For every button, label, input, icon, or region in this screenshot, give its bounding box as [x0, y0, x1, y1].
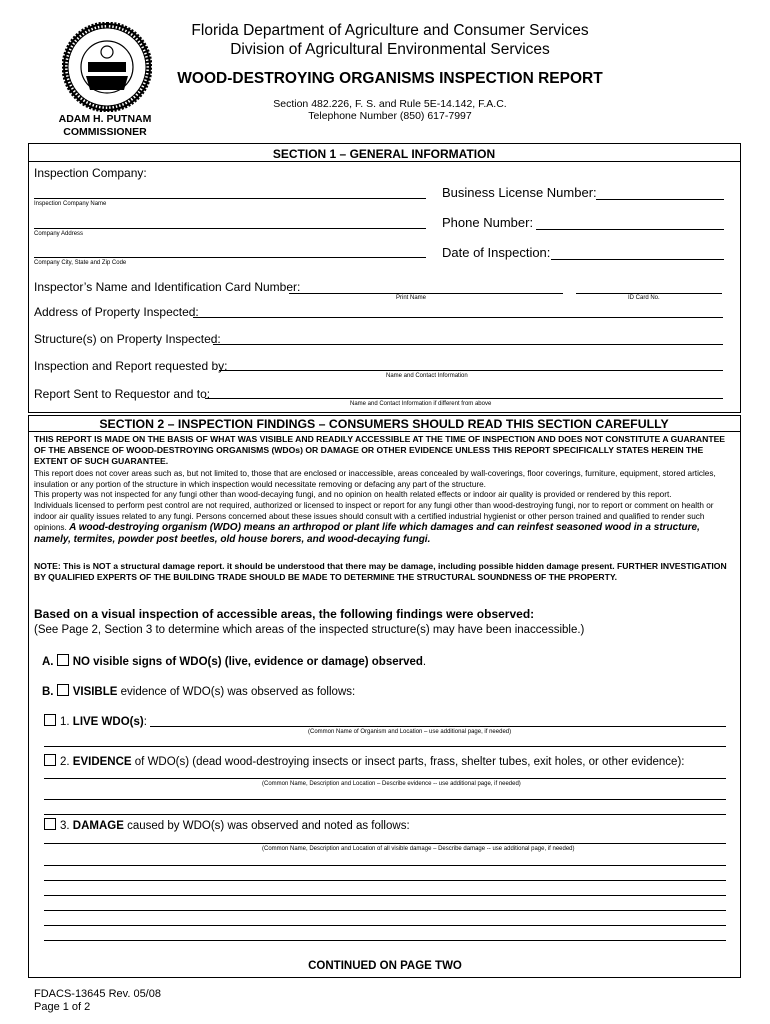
live-wdo-checkbox[interactable] — [44, 714, 56, 726]
telephone-number: Telephone Number (850) 617-7997 — [308, 110, 472, 122]
section-2-title: SECTION 2 – INSPECTION FINDINGS – CONSUMERS SHOULD READ THIS SECTION CAREFULLY — [99, 417, 669, 431]
requested-by-field[interactable] — [219, 370, 723, 371]
note-text: NOTE: This is NOT a structural damage report. it should be understood that there may be damage, including possible hidden damage present. FURTHER INVESTIGATION BY QUALIFIED EXPERTS OF THE BUILDING TRADE SHOULD BE MADE TO DETERMINE THE STRUCTURAL SOUNDNESS OF THE PROPERTY. — [34, 561, 727, 582]
live-wdo-caption: (Common Name of Organism and Location – use additional page, if needed) — [308, 729, 512, 735]
option-b-visible: VISIBLE — [72, 686, 118, 698]
print-name-caption: Print Name — [396, 295, 427, 301]
section-1-title: SECTION 1 – GENERAL INFORMATION — [272, 147, 496, 161]
date-of-inspection-label: Date of Inspection: — [442, 245, 551, 260]
company-address-caption: Company Address — [34, 231, 84, 237]
disclaimer-text: THIS REPORT IS MADE ON THE BASIS OF WHAT WAS VISIBLE AND READILY ACCESSIBLE AT THE TIME OF INSPECTION AND DOES NOT CONSTITUTE A GUARANTEE OF THE ABSENCE OF WOOD-DESTROYING ORGANISMS (WDOs) OR DAMAGE OR OTHER EVIDENCE UNLESS THIS REPORT SPECIFICALLY STATES HEREIN THE EXTENT OF SUCH GUARANTEE. — [34, 434, 726, 466]
evidence-option: 2. EVIDENCE of WDO(s) (dead wood-destroying insects or insect parts, frass, shelter tubes, exit holes, or other evidence): — [44, 754, 684, 768]
inspector-id-field[interactable] — [576, 293, 722, 294]
id-card-caption: ID Card No. — [628, 295, 660, 301]
company-name-caption: Inspection Company Name — [34, 201, 107, 207]
live-wdo-option: 1. LIVE WDO(s): — [44, 714, 147, 728]
business-license-field[interactable] — [596, 199, 724, 200]
commissioner-name: ADAM H. PUTNAM — [58, 113, 152, 125]
division-name: Division of Agricultural Environmental Services — [230, 41, 550, 58]
fungi-paragraph: This property was not inspected for any fungi other than wood-decaying fungi, and no opinion on health related effects or indoor air quality is provided or rendered by this report. — [34, 490, 672, 499]
requested-by-label: Inspection and Report requested by: — [34, 359, 228, 373]
form-number: FDACS-13645 Rev. 05/08 — [34, 988, 161, 1000]
inspection-company-label: Inspection Company: — [34, 166, 147, 180]
property-address-field[interactable] — [193, 317, 723, 318]
commissioner-title: COMMISSIONER — [63, 126, 147, 138]
damage-field[interactable] — [44, 843, 726, 844]
live-wdo-field[interactable] — [150, 726, 726, 727]
evidence-field[interactable] — [44, 778, 726, 779]
damage-field-7[interactable] — [44, 940, 726, 941]
damage-field-4[interactable] — [44, 895, 726, 896]
company-address-field[interactable] — [34, 228, 426, 229]
option-b-label: evidence of WDO(s) was observed as follows: — [117, 686, 356, 698]
continued-notice: CONTINUED ON PAGE TWO — [308, 960, 462, 972]
requested-caption: Name and Contact Information — [386, 373, 468, 379]
evidence-caption: (Common Name, Description and Location – Describe evidence -- use additional page, if needed) — [262, 781, 521, 787]
damage-field-3[interactable] — [44, 880, 726, 881]
option-b: B. VISIBLE evidence of WDO(s) was observed as follows: — [42, 686, 356, 698]
option-b-checkbox[interactable] — [57, 684, 69, 696]
option-a-label: NO visible signs of WDO(s) (live, evidence or damage) observed — [72, 656, 423, 668]
business-license-label: Business License Number: — [442, 185, 597, 200]
department-seal-logo — [62, 22, 152, 112]
damage-field-5[interactable] — [44, 910, 726, 911]
evidence-field-3[interactable] — [44, 814, 726, 815]
damage-field-6[interactable] — [44, 925, 726, 926]
sent-to-label: Report Sent to Requestor and to: — [34, 387, 211, 401]
agency-name: Florida Department of Agriculture and Consumer Services — [191, 22, 589, 39]
section-2-divider — [28, 431, 740, 432]
evidence-field-2[interactable] — [44, 799, 726, 800]
sent-to-field[interactable] — [205, 398, 723, 399]
company-name-field[interactable] — [34, 198, 426, 199]
section-1-divider — [28, 161, 740, 162]
inspector-label: Inspector’s Name and Identification Card Number: — [34, 280, 301, 294]
company-city-caption: Company City, State and Zip Code — [34, 260, 127, 266]
findings-subheading: (See Page 2, Section 3 to determine which areas of the inspected structure(s) may have been inaccessible.) — [34, 624, 585, 636]
damage-field-2[interactable] — [44, 865, 726, 866]
structures-label: Structure(s) on Property Inspected: — [34, 332, 221, 346]
company-city-field[interactable] — [34, 257, 426, 258]
evidence-checkbox[interactable] — [44, 754, 56, 766]
licensing-paragraph: Individuals licensed to perform pest control are not required, authorized or licensed to inspect or report for any fungi other than wood-destroying fungi, nor to report or comment on health or indoor air quality issues related to any fungi. Persons concerned about these issues should consult with a certified industrial hygienist or other person trained and qualified to render such opinions. A wood-destroying organism (WDO) means an arthropod or plant life which damages and can reinfest seasoned wood in a structure, namely, termites, powder post beetles, old house borers, and wood-decaying fungi. — [34, 501, 714, 546]
date-of-inspection-field[interactable] — [551, 259, 724, 260]
phone-number-field[interactable] — [536, 229, 724, 230]
structures-field[interactable] — [213, 344, 723, 345]
option-a: A. NO visible signs of WDO(s) (live, evidence or damage) observed. — [42, 656, 427, 668]
report-title: WOOD-DESTROYING ORGANISMS INSPECTION REPORT — [177, 70, 603, 87]
option-a-checkbox[interactable] — [57, 654, 69, 666]
findings-heading: Based on a visual inspection of accessible areas, the following findings were observed: — [34, 607, 535, 621]
live-wdo-field-2[interactable] — [44, 746, 726, 747]
damage-option: 3. DAMAGE caused by WDO(s) was observed and noted as follows: — [44, 818, 410, 832]
property-address-label: Address of Property Inspected: — [34, 305, 199, 319]
wdo-definition: A wood-destroying organism (WDO) means an arthropod or plant life which damages and can reinfest seasoned wood in a structure, namely, termites, powder post beetles, old house borers, and wood-decaying fungi. — [34, 522, 700, 546]
statute-reference: Section 482.226, F. S. and Rule 5E-14.142, F.A.C. — [273, 98, 507, 110]
sent-caption: Name and Contact Information if different from above — [350, 401, 492, 407]
inspector-name-field[interactable] — [289, 293, 563, 294]
page-number: Page 1 of 2 — [34, 1001, 91, 1013]
coverage-paragraph: This report does not cover areas such as, but not limited to, those that are enclosed or inaccessible, areas concealed by wall-coverings, floor coverings, furniture, equipment, stored articles, insulation or any portion of the structure in which inspection would necessitate removing or defacing any part of the structure. — [34, 469, 716, 489]
phone-number-label: Phone Number: — [442, 215, 534, 230]
damage-checkbox[interactable] — [44, 818, 56, 830]
damage-caption: (Common Name, Description and Location of all visible damage – Describe damage -- use additional page, if needed) — [262, 846, 575, 852]
